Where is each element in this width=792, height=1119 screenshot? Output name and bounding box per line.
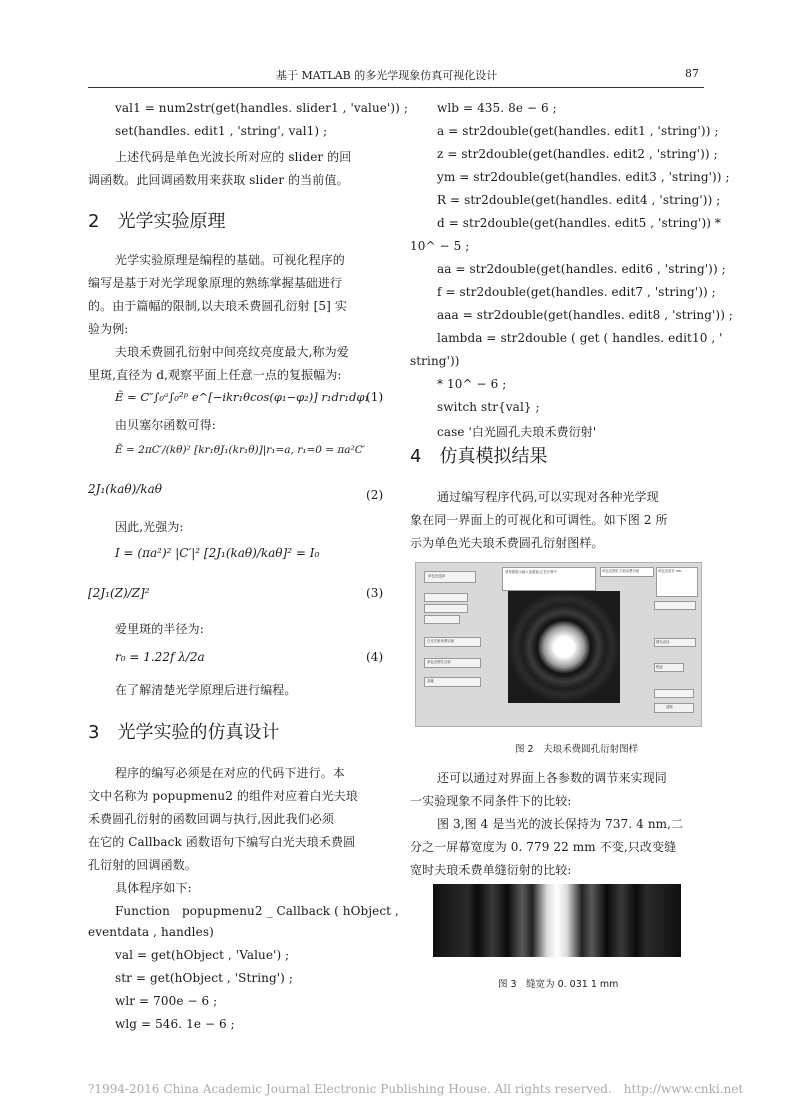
gui-label: 白光夫琅禾费衍射 xyxy=(427,639,455,643)
figure-3-slit-diffraction-pattern xyxy=(433,884,681,957)
gui-label: 清除 xyxy=(666,705,673,709)
equation-4: r₀ = 1.22f λ/2a xyxy=(115,650,205,664)
code-line: wlg = 546. 1e − 6 ; xyxy=(115,1017,235,1031)
body-text-line: 文中名称为 popupmenu2 的组件对应着白光夫琅 xyxy=(88,789,358,803)
body-text-line: 宽时夫琅禾费单缝衍射的比较: xyxy=(410,863,572,877)
code-line: z = str2double(get(handles. edit2 , 'string')) ; xyxy=(437,147,718,161)
code-line: string')) xyxy=(410,354,460,368)
code-line: wlr = 700e − 6 ; xyxy=(115,994,218,1008)
gui-button xyxy=(654,703,694,713)
equation-3: I = (πa²)² |C′|² [2J₁(kaθ)/kaθ]² = I₀ xyxy=(115,546,320,560)
airy-disk-pattern xyxy=(508,591,620,703)
section-heading: 3 光学实验的仿真设计 xyxy=(88,722,280,743)
body-text-line: 在了解清楚光学原理后进行编程。 xyxy=(115,683,297,697)
equation-2-continuation: 2J₁(kaθ)/kaθ xyxy=(88,482,162,496)
equation-2: Ẽ = 2πC′/(kθ)² [kr₁θJ₁(kr₁θ)]|r₁=a, r₁=0 = πa²C′ xyxy=(115,444,366,456)
gui-label: 单色光圆孔衍射 xyxy=(427,660,451,664)
code-line: aa = str2double(get(handles. edit6 , 'string')) ; xyxy=(437,262,726,276)
body-text-line: 具体程序如下: xyxy=(115,881,192,895)
gui-edit-box xyxy=(424,615,460,624)
code-line: val = get(hObject , 'Value') ; xyxy=(115,948,290,962)
code-line: case '白光圆孔夫琅禾费衍射' xyxy=(437,425,597,439)
code-line: Function popupmenu2 _ Callback ( hObject , xyxy=(115,904,399,918)
body-text-line: 的。由于篇幅的限制,以夫琅禾费圆孔衍射 [5] 实 xyxy=(88,299,347,313)
gui-label: 请按照提示输入参数值,正在计算中 xyxy=(505,570,557,574)
equation-1: Ẽ = C″∫₀ᵃ∫₀²ᵖ e^[−ikr₁θcos(φ₁−φ₂)] r₁dr₁dφ₁ xyxy=(115,390,370,404)
body-text-line: 象在同一界面上的可视化和可调性。如下图 2 所 xyxy=(410,513,668,527)
body-text-line: 在它的 Callback 函数语句下编写白光夫琅禾费圆 xyxy=(88,835,356,849)
code-line: set(handles. edit1 , 'string', val1) ; xyxy=(115,124,328,138)
code-line: wlb = 435. 8e − 6 ; xyxy=(437,101,557,115)
code-line: 10^ − 5 ; xyxy=(410,239,470,253)
body-text-line: 由贝塞尔函数可得: xyxy=(115,418,216,432)
code-line: f = str2double(get(handles. edit7 , 'string')) ; xyxy=(437,285,716,299)
page-number: 87 xyxy=(685,67,699,80)
body-text-line: 还可以通过对界面上各参数的调节来实现同 xyxy=(437,771,667,785)
gui-label: 双缝 xyxy=(427,679,434,683)
code-line: aaa = str2double(get(handles. edit8 , 'string')) ; xyxy=(437,308,734,322)
gui-edit-box xyxy=(424,593,468,602)
gui-label: 圆孔直径 xyxy=(656,640,670,644)
running-header-title: 基于 MATLAB 的多光学现象仿真可视化设计 xyxy=(276,69,498,82)
code-line: lambda = str2double ( get ( handles. edit10 , ' xyxy=(437,331,723,345)
code-line: val1 = num2str(get(handles. slider1 , 'value')) ; xyxy=(115,101,409,115)
equation-number: (1) xyxy=(366,390,384,404)
code-line: R = str2double(get(handles. edit4 , 'string')) ; xyxy=(437,193,721,207)
body-text-line: 一实验现象不同条件下的比较: xyxy=(410,794,572,808)
figure-2-gui-screenshot xyxy=(415,562,702,727)
gui-label: 单色光波长 nm xyxy=(658,569,682,573)
code-line: switch str{val} ; xyxy=(437,400,540,414)
gui-label: 单色光选择 xyxy=(428,574,445,578)
body-text-line: 调函数。此回调函数用来获取 slider 的当前值。 xyxy=(88,173,349,187)
gui-edit-box xyxy=(654,601,696,610)
body-text-line: 禾费圆孔衍射的函数回调与执行,因此我们必须 xyxy=(88,812,334,826)
code-line: * 10^ − 6 ; xyxy=(437,377,507,391)
gui-label: 单色光圆孔夫琅禾费衍射 xyxy=(602,569,640,573)
body-text-line: 夫琅禾费圆孔衍射中间亮纹亮度最大,称为爱 xyxy=(115,345,349,359)
copyright-footer: ?1994-2016 China Academic Journal Electronic Publishing House. All rights reserved. http://www.cnki.net xyxy=(88,1082,744,1096)
equation-3-continuation: [2J₁(Z)/Z]² xyxy=(88,586,150,600)
section-heading: 4 仿真模拟结果 xyxy=(410,446,548,467)
gui-edit-box xyxy=(654,689,694,698)
body-text-line: 因此,光强为: xyxy=(115,520,184,534)
equation-number: (4) xyxy=(366,650,384,664)
body-text-line: 图 3,图 4 是当光的波长保持为 737. 4 nm,二 xyxy=(437,817,684,831)
section-heading: 2 光学实验原理 xyxy=(88,211,226,232)
body-text-line: 孔衍射的回调函数。 xyxy=(88,858,197,872)
code-line: ym = str2double(get(handles. edit3 , 'string')) ; xyxy=(437,170,730,184)
equation-number: (2) xyxy=(366,488,384,502)
body-text-line: 里斑,直径为 d,观察平面上任意一点的复振幅为: xyxy=(88,368,342,382)
body-text-line: 分之一屏幕宽度为 0. 779 22 mm 不变,只改变缝 xyxy=(410,840,677,854)
figure-3-caption: 图 3 缝宽为 0. 031 1 mm xyxy=(498,979,619,990)
body-text-line: 验为例: xyxy=(88,322,129,336)
body-text-line: 通过编写程序代码,可以实现对各种光学现 xyxy=(437,490,659,504)
code-line: a = str2double(get(handles. edit1 , 'string')) ; xyxy=(437,124,719,138)
body-text-line: 上述代码是单色光波长所对应的 slider 的回 xyxy=(115,150,352,164)
code-line: d = str2double(get(handles. edit5 , 'string')) * xyxy=(437,216,722,230)
body-text-line: 爱里斑的半径为: xyxy=(115,622,204,636)
gui-label: 焦距 xyxy=(656,665,663,669)
gui-edit-box xyxy=(424,604,468,613)
code-line: eventdata , handles) xyxy=(88,925,214,939)
code-line: str = get(hObject , 'String') ; xyxy=(115,971,294,985)
body-text-line: 光学实验原理是编程的基础。可视化程序的 xyxy=(115,253,345,267)
header-rule xyxy=(88,87,704,88)
figure-2-caption: 图 2 夫琅禾费圆孔衍射图样 xyxy=(515,744,639,755)
body-text-line: 程序的编写必须是在对应的代码下进行。本 xyxy=(115,766,345,780)
body-text-line: 示为单色光夫琅禾费圆孔衍射图样。 xyxy=(410,536,604,550)
body-text-line: 编写是基于对光学现象原理的熟练掌握基础进行 xyxy=(88,276,343,290)
equation-number: (3) xyxy=(366,586,384,600)
